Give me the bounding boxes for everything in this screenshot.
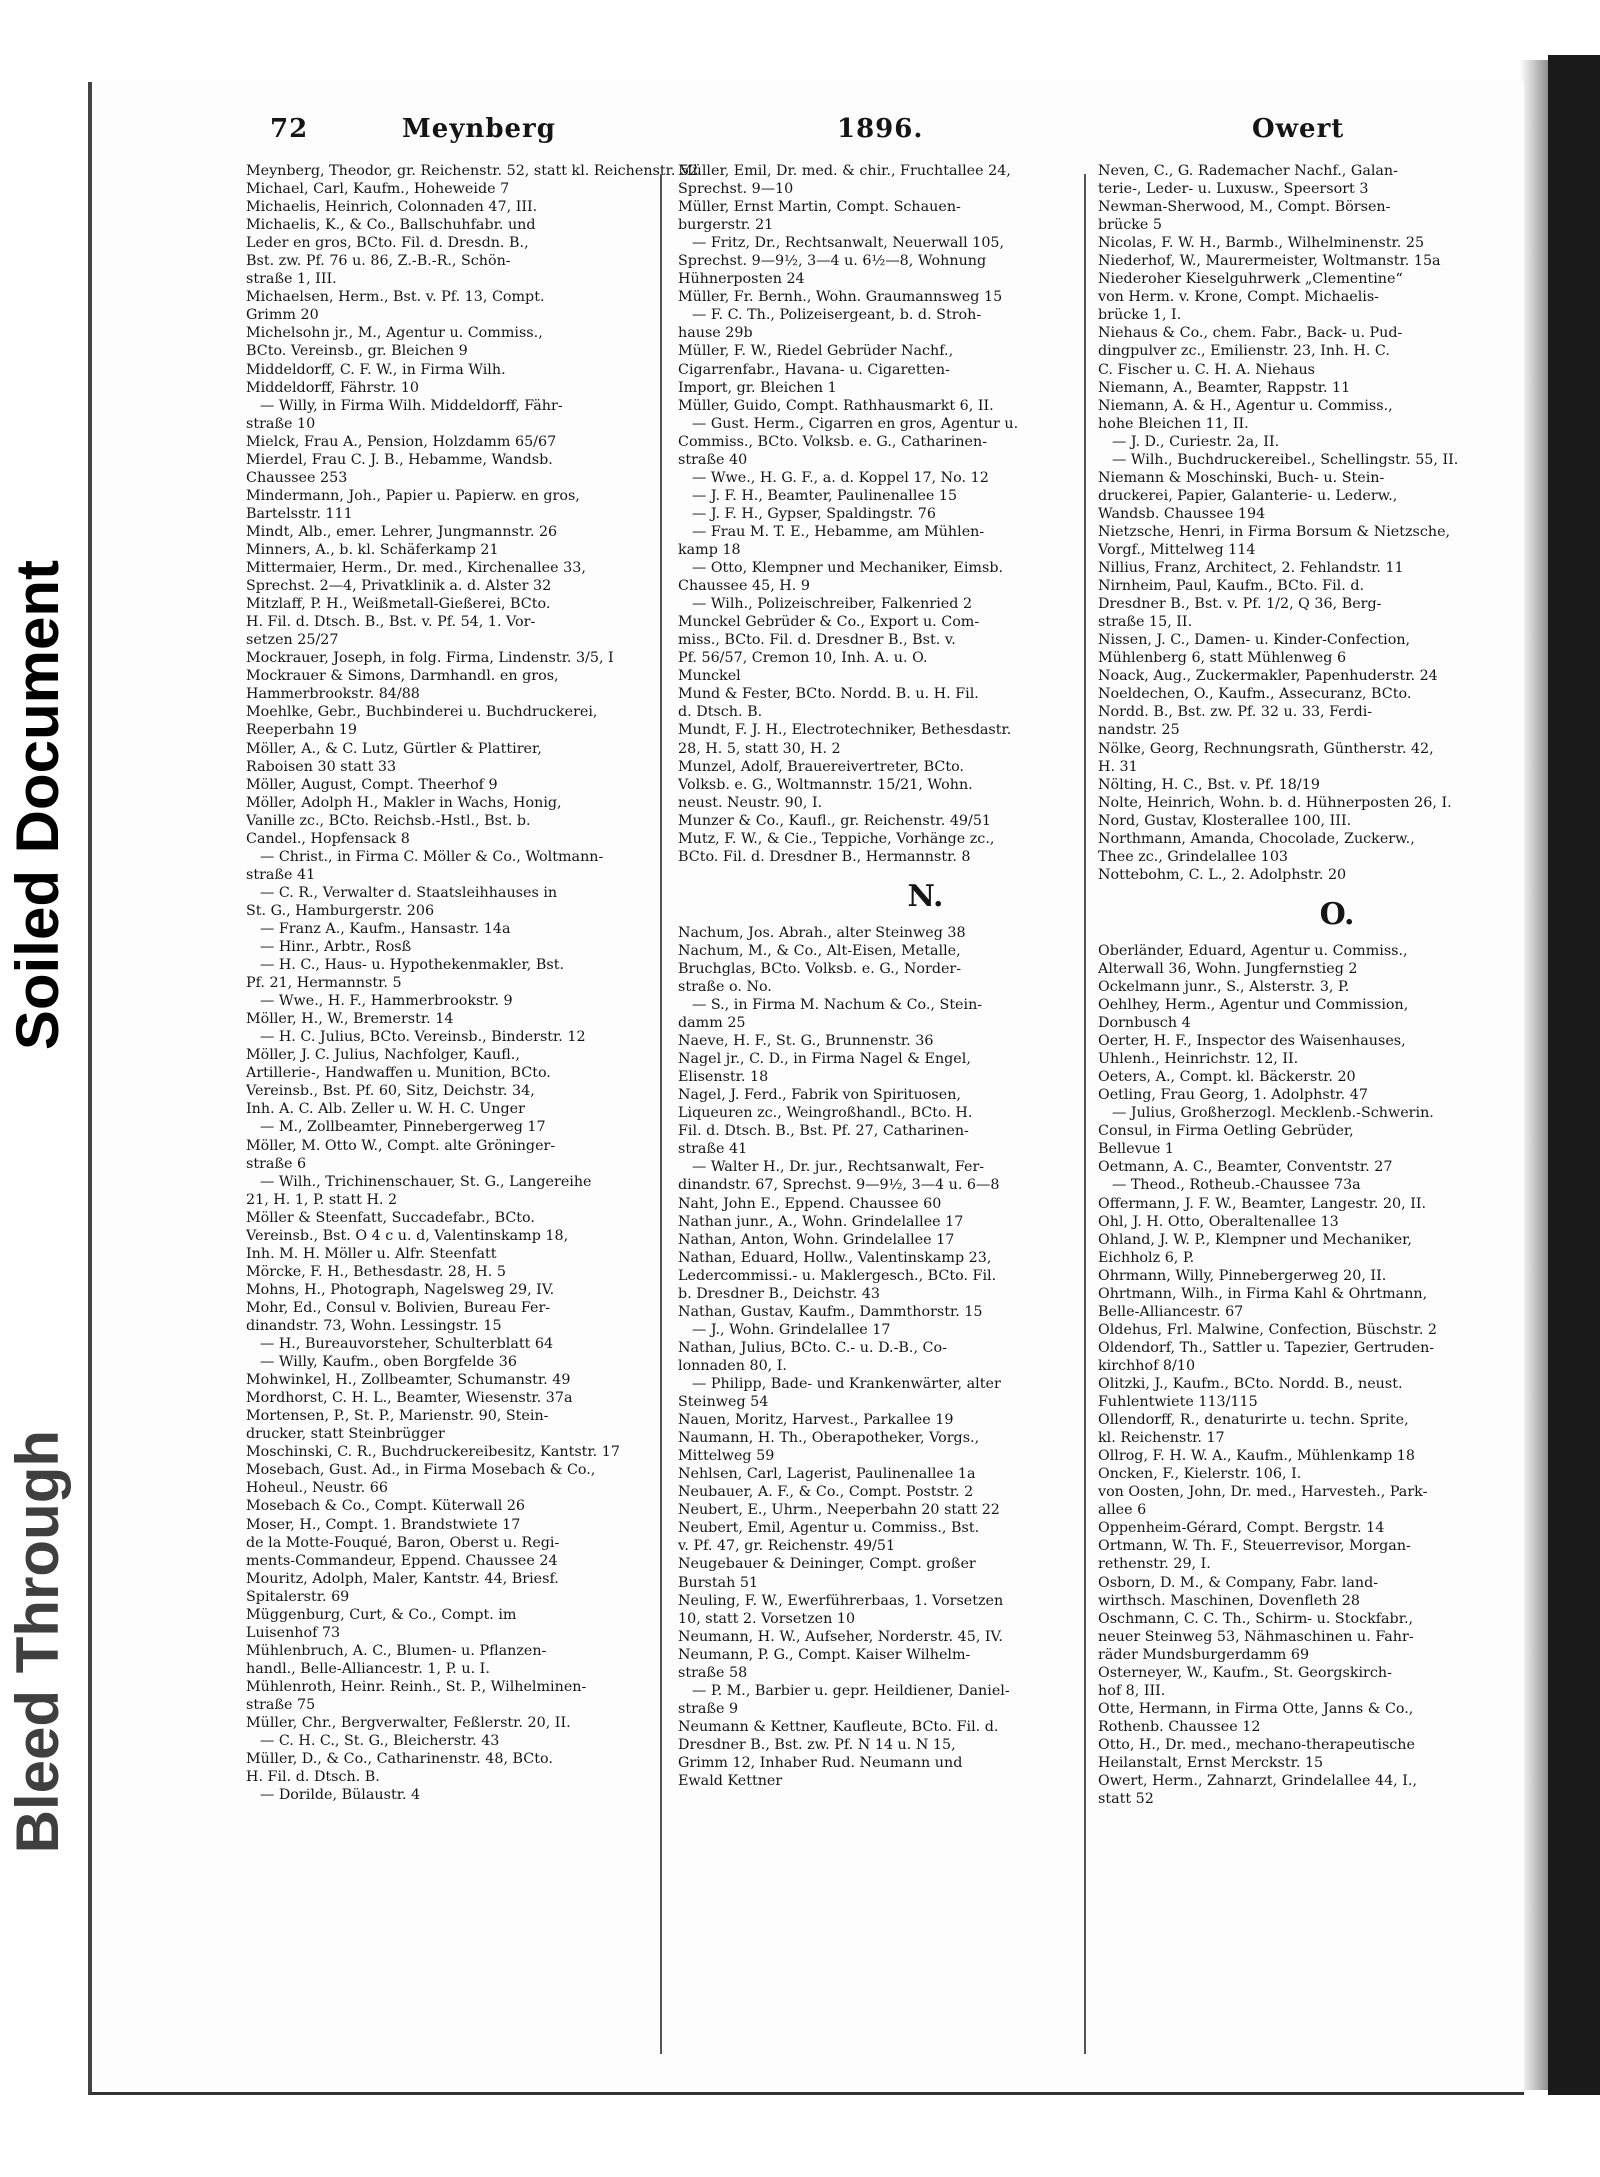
directory-entry: Mosebach, Gust. Ad., in Firma Mosebach & Co., xyxy=(246,1462,596,1479)
directory-entry: Ledercommissi.- u. Maklergesch., BCto. Fil. xyxy=(678,1267,997,1284)
directory-entry: Ewald Kettner xyxy=(678,1773,783,1790)
directory-entry: Mühlenbruch, A. C., Blumen- u. Pflanzen- xyxy=(246,1642,547,1659)
directory-entry: Ohrtmann, Wilh., in Firma Kahl & Ohrtmann, xyxy=(1098,1285,1428,1302)
directory-entry: Munzer & Co., Kaufl., gr. Reichenstr. 49/51 xyxy=(678,812,992,829)
directory-entry: Michaelis, K., & Co., Ballschuhfabr. und xyxy=(246,217,536,234)
directory-entry: Middeldorff, Fährstr. 10 xyxy=(246,379,420,396)
directory-entry: dinandstr. 67, Sprechst. 9—9½, 3—4 u. 6—8 xyxy=(678,1177,1000,1194)
directory-entry: Neumann & Kettner, Kaufleute, BCto. Fil. d. xyxy=(678,1718,999,1735)
directory-entry: Müller, Chr., Bergverwalter, Feßlerstr. 20, II. xyxy=(246,1715,571,1732)
directory-entry: — H. C. Julius, BCto. Vereinsb., Binderstr. 12 xyxy=(260,1029,586,1046)
directory-entry: Oehlhey, Herm., Agentur und Commission, xyxy=(1098,997,1409,1014)
directory-entry: Inh. A. C. Alb. Zeller u. W. H. C. Unger xyxy=(246,1101,525,1118)
directory-entry: Munzel, Adolf, Brauereivertreter, BCto. xyxy=(678,758,964,775)
directory-entry: Belle-Alliancestr. 67 xyxy=(1098,1303,1244,1320)
directory-entry: Niehaus & Co., chem. Fabr., Back- u. Pud- xyxy=(1098,325,1403,342)
directory-entry: Bellevue 1 xyxy=(1098,1141,1174,1158)
directory-entry: räder Mundsburgerdamm 69 xyxy=(1098,1646,1310,1663)
directory-entry: Nathan junr., A., Wohn. Grindelallee 17 xyxy=(678,1213,964,1230)
directory-entry: Offermann, J. F. W., Beamter, Langestr. 20, II. xyxy=(1098,1195,1427,1212)
directory-entry: neuer Steinweg 53, Nähmaschinen u. Fahr- xyxy=(1098,1628,1414,1645)
directory-entry: — Wilh., Trichinenschauer, St. G., Langereihe xyxy=(260,1173,592,1190)
directory-entry: Nachum, M., & Co., Alt-Eisen, Metalle, xyxy=(678,942,961,959)
directory-entry: — Wwe., H. G. F., a. d. Koppel 17, No. 12 xyxy=(692,469,989,486)
directory-entry: Noeldechen, O., Kaufm., Assecuranz, BCto. xyxy=(1098,686,1412,703)
directory-entry: Neubert, Emil, Agentur u. Commiss., Bst. xyxy=(678,1520,980,1537)
directory-entry: straße 6 xyxy=(246,1155,307,1172)
directory-entry: Möller, August, Compt. Theerhof 9 xyxy=(246,776,498,793)
directory-page xyxy=(88,82,1524,2095)
directory-entry: kirchhof 8/10 xyxy=(1098,1357,1196,1374)
directory-entry: damm 25 xyxy=(678,1015,746,1032)
directory-entry: Rothenb. Chaussee 12 xyxy=(1098,1718,1261,1735)
directory-entry: Vanille zc., BCto. Reichsb.-Hstl., Bst. b. xyxy=(246,812,531,829)
directory-entry: Mitzlaff, P. H., Weißmetall-Gießerei, BCto. xyxy=(246,596,551,613)
directory-entry: — Frau M. T. E., Hebamme, am Mühlen- xyxy=(692,523,985,540)
directory-entry: Oncken, F., Kielerstr. 106, I. xyxy=(1098,1466,1302,1483)
directory-entry: Sprechst. 9—10 xyxy=(678,181,794,198)
directory-entry: Oetmann, A. C., Beamter, Conventstr. 27 xyxy=(1098,1159,1393,1176)
directory-entry: — Philipp, Bade- und Krankenwärter, alter xyxy=(692,1376,1001,1392)
directory-entry: Neumann, H. W., Aufseher, Norderstr. 45, IV. xyxy=(678,1628,1003,1645)
directory-entry: Mouritz, Adolph, Maler, Kantstr. 44, Briesf. xyxy=(246,1570,559,1587)
directory-entry: Candel., Hopfensack 8 xyxy=(246,830,410,847)
directory-entry: — J. D., Curiestr. 2a, II. xyxy=(1112,433,1280,450)
directory-entry: — C. H. C., St. G., Bleicherstr. 43 xyxy=(260,1733,500,1750)
directory-entry: dinandstr. 73, Wohn. Lessingstr. 15 xyxy=(246,1318,502,1334)
directory-entry: straße 75 xyxy=(246,1696,316,1713)
directory-entry: straße o. No. xyxy=(678,978,772,995)
directory-entry: — P. M., Barbier u. gepr. Heildiener, Daniel- xyxy=(692,1682,1010,1699)
directory-entry: Elisenstr. 18 xyxy=(678,1069,769,1086)
section-letter-n: N. xyxy=(907,878,944,914)
directory-entry: Ohrmann, Willy, Pinnebergerweg 20, II. xyxy=(1098,1267,1387,1284)
directory-entry: Moschinski, C. R., Buchdruckereibesitz, Kantstr. 17 xyxy=(246,1444,620,1461)
directory-entry: Eichholz 6, P. xyxy=(1098,1249,1195,1266)
directory-entry: Leder en gros, BCto. Fil. d. Dresdn. B., xyxy=(246,235,529,252)
directory-entry: Mund & Fester, BCto. Nordd. B. u. H. Fil. xyxy=(678,686,979,703)
directory-entry: Heilanstalt, Ernst Merckstr. 15 xyxy=(1098,1754,1324,1771)
directory-entry: — Walter H., Dr. jur., Rechtsanwalt, Fer- xyxy=(692,1159,985,1176)
directory-entry: — Fritz, Dr., Rechtsanwalt, Neuerwall 105, xyxy=(692,235,1005,252)
directory-entry: Ohl, J. H. Otto, Oberaltenallee 13 xyxy=(1098,1213,1339,1230)
directory-entry: — F. C. Th., Polizeisergeant, b. d. Stroh- xyxy=(692,307,982,324)
directory-entry: Bruchglas, BCto. Volksb. e. G., Norder- xyxy=(678,960,962,977)
directory-entry: Michael, Carl, Kaufm., Hoheweide 7 xyxy=(246,181,510,198)
stamp-soiled-document: Soiled Document xyxy=(4,560,71,1051)
directory-entry: Nathan, Anton, Wohn. Grindelallee 17 xyxy=(678,1231,955,1248)
directory-entry: Nolte, Heinrich, Wohn. b. d. Hühnerposten 26, I. xyxy=(1098,794,1452,811)
header-year: 1896. xyxy=(837,114,924,144)
directory-entry: Ortmann, W. Th. F., Steuerrevisor, Morgan- xyxy=(1098,1538,1411,1555)
directory-entry: Nehlsen, Carl, Lagerist, Paulinenallee 1a xyxy=(678,1466,976,1483)
directory-entry: Sprechst. 9—9½, 3—4 u. 6½—8, Wohnung xyxy=(678,253,987,270)
directory-entry: Oberländer, Eduard, Agentur u. Commiss., xyxy=(1098,942,1408,959)
directory-entry: Ollendorff, R., denaturirte u. techn. Sprite, xyxy=(1098,1412,1409,1429)
directory-entry: — Wilh., Buchdruckereibel., Schellingstr. 55, II. xyxy=(1112,451,1459,468)
directory-entry: St. G., Hamburgerstr. 206 xyxy=(246,902,435,919)
directory-entry: Möller, Adolph H., Makler in Wachs, Honig, xyxy=(246,794,562,811)
directory-entry: Müller, Emil, Dr. med. & chir., Fruchtallee 24, xyxy=(678,163,1011,179)
directory-entry: — Julius, Großherzogl. Mecklenb.-Schwerin. xyxy=(1112,1105,1434,1122)
directory-entry: — J. F. H., Gypser, Spaldingstr. 76 xyxy=(692,505,936,522)
directory-entry: Oerter, H. F., Inspector des Waisenhauses, xyxy=(1098,1033,1406,1050)
directory-entry: Möller, J. C. Julius, Nachfolger, Kaufl., xyxy=(246,1047,520,1064)
directory-entry: Mielck, Frau A., Pension, Holzdamm 65/67 xyxy=(246,433,557,450)
directory-entry: H. Fil. d. Dtsch. B. xyxy=(246,1769,380,1786)
directory-entry: rethenstr. 29, I. xyxy=(1098,1556,1211,1573)
directory-entry: Import, gr. Bleichen 1 xyxy=(678,379,837,396)
directory-entry: druckerei, Papier, Galanterie- u. Lederw., xyxy=(1098,487,1398,504)
directory-entry: Mühlenroth, Heinr. Reinh., St. P., Wilhelminen- xyxy=(246,1678,587,1695)
directory-entry: statt 52 xyxy=(1098,1791,1154,1808)
directory-entry: — Willy, in Firma Wilh. Middeldorff, Fähr- xyxy=(260,397,563,414)
directory-entry: Spitalerstr. 69 xyxy=(246,1588,350,1605)
directory-entry: Commiss., BCto. Volksb. e. G., Catharinen- xyxy=(678,433,988,450)
directory-entry: Mockrauer, Joseph, in folg. Firma, Lindenstr. 3/5, I xyxy=(246,650,614,667)
directory-entry: Mindermann, Joh., Papier u. Papierw. en gros, xyxy=(246,487,580,504)
directory-entry: Artillerie-, Handwaffen u. Munition, BCto. xyxy=(246,1065,551,1082)
directory-entry: Naumann, H. Th., Oberapotheker, Vorgs., xyxy=(678,1430,980,1447)
directory-entry: Nagel jr., C. D., in Firma Nagel & Engel, xyxy=(678,1051,971,1068)
directory-entry: Mohns, H., Photograph, Nagelsweg 29, IV. xyxy=(246,1281,555,1298)
directory-entry: Mohwinkel, H., Zollbeamter, Schumanstr. 49 xyxy=(246,1372,571,1389)
directory-entry: 21, H. 1, P. statt H. 2 xyxy=(246,1191,398,1208)
directory-entry: Pf. 56/57, Cremon 10, Inh. A. u. O. xyxy=(678,650,928,667)
directory-entry: Fil. d. Dtsch. B., Bst. Pf. 27, Catharinen- xyxy=(678,1123,969,1140)
directory-entry: Dresdner B., Bst. zw. Pf. N 14 u. N 15, xyxy=(678,1736,956,1753)
directory-entry: Sprechst. 2—4, Privatklinik a. d. Alster 32 xyxy=(246,578,552,595)
directory-entry: ments-Commandeur, Eppend. Chaussee 24 xyxy=(246,1552,558,1569)
directory-entry: Oppenheim-Gérard, Compt. Bergstr. 14 xyxy=(1098,1520,1385,1537)
directory-entry: — Otto, Klempner und Mechaniker, Eimsb. xyxy=(692,560,1004,577)
directory-entry: — Franz A., Kaufm., Hansastr. 14a xyxy=(260,920,511,937)
directory-entry: Ockelmann junr., S., Alsterstr. 3, P. xyxy=(1098,978,1350,995)
directory-entry: Oschmann, C. C. Th., Schirm- u. Stockfabr., xyxy=(1098,1610,1414,1627)
directory-entry: nandstr. 25 xyxy=(1098,722,1180,739)
directory-entry: Neubauer, A. F., & Co., Compt. Poststr. 2 xyxy=(678,1484,974,1501)
directory-entry: — H. C., Haus- u. Hypothekenmakler, Bst. xyxy=(260,957,564,974)
directory-entry: Niemann, A. & H., Agentur u. Commiss., xyxy=(1098,397,1393,414)
directory-entry: H. 31 xyxy=(1098,758,1138,775)
directory-entry: BCto. Vereinsb., gr. Bleichen 9 xyxy=(246,343,468,360)
directory-entry: Niemann & Moschinski, Buch- u. Stein- xyxy=(1098,469,1385,486)
directory-entry: Bst. zw. Pf. 76 u. 86, Z.-B.-R., Schön- xyxy=(246,253,511,270)
directory-entry: 10, statt 2. Vorsetzen 10 xyxy=(678,1610,856,1627)
directory-entry: Nauen, Moritz, Harvest., Parkallee 19 xyxy=(678,1412,954,1429)
directory-entry: von Herm. v. Krone, Compt. Michaelis- xyxy=(1098,289,1380,306)
directory-entry: Müller, F. W., Riedel Gebrüder Nachf., xyxy=(678,343,954,360)
directory-entry: lonnaden 80, I. xyxy=(678,1357,787,1374)
directory-entry: Möller, M. Otto W., Compt. alte Gröninger- xyxy=(246,1137,556,1154)
directory-entry: Olitzki, J., Kaufm., BCto. Nordd. B., neust. xyxy=(1098,1376,1403,1392)
directory-entry: d. Dtsch. B. xyxy=(678,704,763,721)
directory-entry: Mutz, F. W., & Cie., Teppiche, Vorhänge zc., xyxy=(678,830,995,847)
directory-entry: kamp 18 xyxy=(678,541,741,558)
stamp-bleed-through: Bleed Through xyxy=(4,1430,71,1854)
directory-entry: Nicolas, F. W. H., Barmb., Wilhelminenstr. 25 xyxy=(1098,235,1425,252)
directory-entry: Vereinsb., Bst. O 4 c u. d, Valentinskamp 18, xyxy=(246,1227,569,1244)
directory-entry: Niederhof, W., Maurermeister, Woltmanstr. 15a xyxy=(1098,253,1441,270)
directory-entry: b. Dresdner B., Deichstr. 43 xyxy=(678,1285,881,1302)
header-first-entry: Meynberg xyxy=(402,114,556,144)
directory-entry: kl. Reichenstr. 17 xyxy=(1098,1430,1225,1447)
directory-entry: — Dorilde, Bülaustr. 4 xyxy=(260,1787,421,1804)
directory-entry: Uhlenh., Heinrichstr. 12, II. xyxy=(1098,1051,1299,1068)
directory-entry: Hühnerposten 24 xyxy=(678,271,805,288)
directory-entry: Niemann, A., Beamter, Rappstr. 11 xyxy=(1098,379,1351,396)
directory-entry: Mindt, Alb., emer. Lehrer, Jungmannstr. 26 xyxy=(246,523,558,540)
directory-entry: — Christ., in Firma C. Möller & Co., Woltmann- xyxy=(260,848,604,865)
directory-entry: H. Fil. d. Dtsch. B., Bst. v. Pf. 54, 1. Vor- xyxy=(246,614,536,631)
directory-entry: Mohr, Ed., Consul v. Bolivien, Bureau Fer- xyxy=(246,1299,551,1316)
directory-entry: Naeve, H. F., St. G., Brunnenstr. 36 xyxy=(678,1033,934,1050)
directory-entry: Volksb. e. G., Woltmannstr. 15/21, Wohn. xyxy=(678,776,973,793)
directory-entry: Liqueuren zc., Weingroßhandl., BCto. H. xyxy=(678,1105,973,1122)
directory-entry: allee 6 xyxy=(1098,1502,1147,1519)
directory-entry: Nissen, J. C., Damen- u. Kinder-Confection, xyxy=(1098,632,1411,649)
directory-entry: Nillius, Franz, Architect, 2. Fehlandstr. 11 xyxy=(1098,560,1404,577)
directory-entry: Mortensen, P., St. P., Marienstr. 90, Stein- xyxy=(246,1408,549,1425)
directory-entry: Nirnheim, Paul, Kaufm., BCto. Fil. d. xyxy=(1098,578,1365,595)
directory-entry: Oeters, A., Compt. kl. Bäckerstr. 20 xyxy=(1098,1069,1356,1086)
directory-entry: Nölke, Georg, Rechnungsrath, Güntherstr. 42, xyxy=(1098,740,1434,757)
directory-entry: straße 1, III. xyxy=(246,271,337,288)
directory-entry: Chaussee 253 xyxy=(246,469,348,486)
directory-entry: terie-, Leder- u. Luxusw., Speersort 3 xyxy=(1098,181,1369,198)
directory-entry: Müggenburg, Curt, & Co., Compt. im xyxy=(246,1606,517,1623)
directory-entry: Chaussee 45, H. 9 xyxy=(678,578,810,595)
directory-entry: C. Fischer u. C. H. A. Niehaus xyxy=(1098,361,1316,378)
directory-entry: Owert, Herm., Zahnarzt, Grindelallee 44, I., xyxy=(1098,1773,1418,1790)
directory-entry: Fuhlentwiete 113/115 xyxy=(1098,1394,1258,1411)
directory-entry: Nord, Gustav, Klosterallee 100, III. xyxy=(1098,812,1352,829)
column-right xyxy=(1098,162,1576,2062)
directory-entry: Osterneyer, W., Kaufm., St. Georgskirch- xyxy=(1098,1664,1392,1681)
directory-entry: setzen 25/27 xyxy=(246,632,339,649)
directory-entry: Michaelsen, Herm., Bst. v. Pf. 13, Compt. xyxy=(246,289,545,306)
directory-entry: Mordhorst, C. H. L., Beamter, Wiesenstr. 37a xyxy=(246,1390,573,1407)
directory-entry: Otte, Hermann, in Firma Otte, Janns & Co., xyxy=(1098,1700,1414,1717)
directory-entry: Meynberg, Theodor, gr. Reichenstr. 52, statt kl. Reichenstr. 52 xyxy=(246,163,699,179)
directory-entry: Northmann, Amanda, Chocolade, Zuckerw., xyxy=(1098,830,1415,847)
directory-entry: Munckel Gebrüder & Co., Export u. Com- xyxy=(678,614,980,631)
directory-entry: de la Motte-Fouqué, Baron, Oberst u. Regi- xyxy=(246,1534,560,1551)
directory-entry: straße 40 xyxy=(678,451,748,468)
directory-entry: Pf. 21, Hermannstr. 5 xyxy=(246,975,402,992)
directory-entry: Ollrog, F. H. W. A., Kaufm., Mühlenkamp 18 xyxy=(1098,1448,1415,1465)
directory-entry: Nölting, H. C., Bst. v. Pf. 18/19 xyxy=(1098,776,1320,793)
directory-entry: v. Pf. 47, gr. Reichenstr. 49/51 xyxy=(678,1538,896,1555)
directory-entry: Vereinsb., Bst. Pf. 60, Sitz, Deichstr. 34, xyxy=(246,1083,535,1100)
directory-entry: Müller, D., & Co., Catharinenstr. 48, BCto. xyxy=(246,1751,553,1768)
directory-entry: brücke 5 xyxy=(1098,217,1162,234)
directory-entry: Noack, Aug., Zuckermakler, Papenhuderstr. 24 xyxy=(1098,668,1438,685)
directory-entry: — S., in Firma M. Nachum & Co., Stein- xyxy=(692,997,983,1014)
directory-entry: Burstah 51 xyxy=(678,1574,759,1591)
directory-entry: drucker, statt Steinbrügger xyxy=(246,1426,445,1443)
directory-entry: Nathan, Eduard, Hollw., Valentinskamp 23, xyxy=(678,1249,992,1266)
directory-entry: straße 10 xyxy=(246,415,316,432)
directory-entry: Oldehus, Frl. Malwine, Confection, Büschstr. 2 xyxy=(1098,1321,1437,1338)
directory-entry: — Wwe., H. F., Hammerbrookstr. 9 xyxy=(260,993,513,1010)
directory-entry: Moehlke, Gebr., Buchbinderei u. Buchdruckerei, xyxy=(246,704,598,721)
directory-entry: Mundt, F. J. H., Electrotechniker, Bethesdastr. xyxy=(678,722,1012,739)
directory-entry: Mühlenberg 6, statt Mühlenweg 6 xyxy=(1098,650,1347,667)
directory-entry: Otto, H., Dr. med., mechano-therapeutische xyxy=(1098,1736,1415,1753)
directory-entry: — C. R., Verwalter d. Staatsleihhauses in xyxy=(260,884,558,901)
directory-entry: — J. F. H., Beamter, Paulinenallee 15 xyxy=(692,487,958,504)
directory-entry: Osborn, D. M., & Company, Fabr. land- xyxy=(1098,1574,1379,1591)
directory-entry: Möller & Steenfatt, Succadefabr., BCto. xyxy=(246,1209,535,1226)
directory-entry: Nathan, Julius, BCto. C.- u. D.-B., Co- xyxy=(678,1339,947,1356)
directory-entry: neust. Neustr. 90, I. xyxy=(678,794,823,811)
directory-entry: Mosebach & Co., Compt. Küterwall 26 xyxy=(246,1498,526,1515)
directory-entry: Neubert, E., Uhrm., Neeperbahn 20 statt 22 xyxy=(678,1502,1000,1519)
directory-entry: straße 58 xyxy=(678,1664,748,1681)
directory-entry: Grimm 12, Inhaber Rud. Neumann und xyxy=(678,1754,963,1771)
directory-entry: Möller, H., W., Bremerstr. 14 xyxy=(246,1011,454,1028)
directory-entry: Müller, Guido, Compt. Rathhausmarkt 6, II. xyxy=(678,397,994,414)
directory-entry: Munckel xyxy=(678,668,741,685)
directory-entry: Newman-Sherwood, M., Compt. Börsen- xyxy=(1098,199,1391,216)
directory-entry: Müller, Ernst Martin, Compt. Schauen- xyxy=(678,199,961,216)
directory-entry: Bartelsstr. 111 xyxy=(246,505,353,522)
directory-entry: Neuling, F. W., Ewerführerbaas, 1. Vorsetzen xyxy=(678,1592,1004,1609)
directory-entry: Müller, Fr. Bernh., Wohn. Graumannsweg 15 xyxy=(678,289,1003,306)
directory-entry: brücke 1, I. xyxy=(1098,307,1182,324)
directory-entry: Consul, in Firma Oetling Gebrüder, xyxy=(1098,1123,1354,1140)
page-number: 72 xyxy=(270,114,309,144)
directory-entry: Mockrauer & Simons, Darmhandl. en gros, xyxy=(246,668,559,685)
directory-entry: — Wilh., Polizeischreiber, Falkenried 2 xyxy=(692,596,973,613)
directory-entry: Neven, C., G. Rademacher Nachf., Galan- xyxy=(1098,163,1398,179)
directory-entry: Reeperbahn 19 xyxy=(246,722,357,739)
directory-entry: hause 29b xyxy=(678,325,753,342)
directory-entry: Mittermaier, Herm., Dr. med., Kirchenallee 33, xyxy=(246,560,586,577)
side-stamp xyxy=(0,560,70,2000)
directory-entry: burgerstr. 21 xyxy=(678,217,774,234)
directory-entry: Mierdel, Frau C. J. B., Hebamme, Wandsb. xyxy=(246,451,553,468)
directory-entry: Middeldorff, C. F. W., in Firma Wilh. xyxy=(246,361,506,378)
directory-entry: Michaelis, Heinrich, Colonnaden 47, III. xyxy=(246,199,538,216)
directory-entry: — Gust. Herm., Cigarren en gros, Agentur u. xyxy=(692,415,1019,432)
directory-entry: Möller, A., & C. Lutz, Gürtler & Plattirer, xyxy=(246,740,542,757)
directory-entry: straße 41 xyxy=(246,866,316,883)
directory-entry: Luisenhof 73 xyxy=(246,1624,341,1641)
directory-entry: Nietzsche, Henri, in Firma Borsum & Nietzsche, xyxy=(1098,523,1451,540)
directory-entry: Ohland, J. W. P., Klempner und Mechaniker, xyxy=(1098,1231,1412,1248)
directory-entry: Naht, John E., Eppend. Chaussee 60 xyxy=(678,1195,942,1212)
directory-entry: Dresdner B., Bst. v. Pf. 1/2, Q 36, Berg- xyxy=(1098,596,1382,613)
directory-entry: straße 41 xyxy=(678,1141,748,1158)
directory-entry: Mittelweg 59 xyxy=(678,1448,775,1465)
directory-entry: Oldendorf, Th., Sattler u. Tapezier, Gertruden- xyxy=(1098,1339,1435,1356)
directory-entry: Nathan, Gustav, Kaufm., Dammthorstr. 15 xyxy=(678,1303,983,1320)
directory-entry: handl., Belle-Alliancestr. 1, P. u. I. xyxy=(246,1660,490,1677)
directory-entry: miss., BCto. Fil. d. Dresdner B., Bst. v. xyxy=(678,632,956,649)
directory-entry: Oetling, Frau Georg, 1. Adolphstr. 47 xyxy=(1098,1087,1368,1104)
directory-entry: Neugebauer & Deininger, Compt. großer xyxy=(678,1556,976,1573)
directory-entry: Grimm 20 xyxy=(246,307,319,324)
directory-entry: Dornbusch 4 xyxy=(1098,1015,1191,1032)
directory-entry: Minners, A., b. kl. Schäferkamp 21 xyxy=(246,541,499,558)
directory-entry: — H., Bureauvorsteher, Schulterblatt 64 xyxy=(260,1336,554,1353)
directory-entry: Vorgf., Mittelweg 114 xyxy=(1098,541,1256,558)
directory-entry: Hoheul., Neustr. 66 xyxy=(246,1480,388,1497)
page-header xyxy=(92,114,1524,154)
directory-entry: Niederoher Kieselguhrwerk „Clementine“ xyxy=(1098,271,1403,288)
directory-entry: Thee zc., Grindelallee 103 xyxy=(1098,848,1289,865)
directory-entry: Nordd. B., Bst. zw. Pf. 32 u. 33, Ferdi- xyxy=(1098,704,1373,721)
directory-entry: Neumann, P. G., Compt. Kaiser Wilhelm- xyxy=(678,1646,971,1663)
directory-entry: Nottebohm, C. L., 2. Adolphstr. 20 xyxy=(1098,866,1347,883)
header-last-entry: Owert xyxy=(1252,114,1345,144)
column-left xyxy=(246,162,746,2062)
directory-entry: Raboisen 30 statt 33 xyxy=(246,758,397,775)
directory-entry: Hammerbrookstr. 84/88 xyxy=(246,686,420,703)
directory-entry: — Hinr., Arbtr., Rosß xyxy=(260,939,412,956)
directory-entry: straße 9 xyxy=(678,1700,739,1717)
directory-entry: straße 15, II. xyxy=(1098,614,1193,631)
directory-entry: hohe Bleichen 11, II. xyxy=(1098,415,1249,432)
directory-entry: Moser, H., Compt. 1. Brandstwiete 17 xyxy=(246,1516,521,1533)
directory-entry: Steinweg 54 xyxy=(678,1394,769,1411)
directory-entry: Mörcke, F. H., Bethesdastr. 28, H. 5 xyxy=(246,1263,506,1280)
directory-entry: — Theod., Rotheub.-Chaussee 73a xyxy=(1112,1177,1361,1194)
directory-entry: von Oosten, John, Dr. med., Harvesteh., Park- xyxy=(1098,1484,1428,1501)
directory-entry: — M., Zollbeamter, Pinnebergerweg 17 xyxy=(260,1119,546,1136)
directory-entry: 28, H. 5, statt 30, H. 2 xyxy=(678,740,841,757)
directory-entry: Alterwall 36, Wohn. Jungfernstieg 2 xyxy=(1098,960,1358,977)
directory-entry: BCto. Fil. d. Dresdner B., Hermannstr. 8 xyxy=(678,848,971,865)
directory-entry: Michelsohn jr., M., Agentur u. Commiss., xyxy=(246,325,543,342)
directory-entry: wirthsch. Maschinen, Dovenfleth 28 xyxy=(1098,1592,1360,1609)
directory-entry: Inh. M. H. Möller u. Alfr. Steenfatt xyxy=(246,1245,497,1262)
directory-entry: dingpulver zc., Emilienstr. 23, Inh. H. C. xyxy=(1098,343,1390,360)
directory-entry: Nagel, J. Ferd., Fabrik von Spirituosen, xyxy=(678,1087,961,1104)
section-letter-o: O. xyxy=(1319,896,1355,932)
directory-entry: hof 8, III. xyxy=(1098,1682,1166,1699)
directory-entry: Wandsb. Chaussee 194 xyxy=(1098,505,1266,522)
directory-entry: Nachum, Jos. Abrah., alter Steinweg 38 xyxy=(678,924,966,941)
directory-entry: — Willy, Kaufm., oben Borgfelde 36 xyxy=(260,1354,517,1371)
directory-entry: Cigarrenfabr., Havana- u. Cigaretten- xyxy=(678,361,950,378)
directory-entry: — J., Wohn. Grindelallee 17 xyxy=(692,1321,891,1338)
